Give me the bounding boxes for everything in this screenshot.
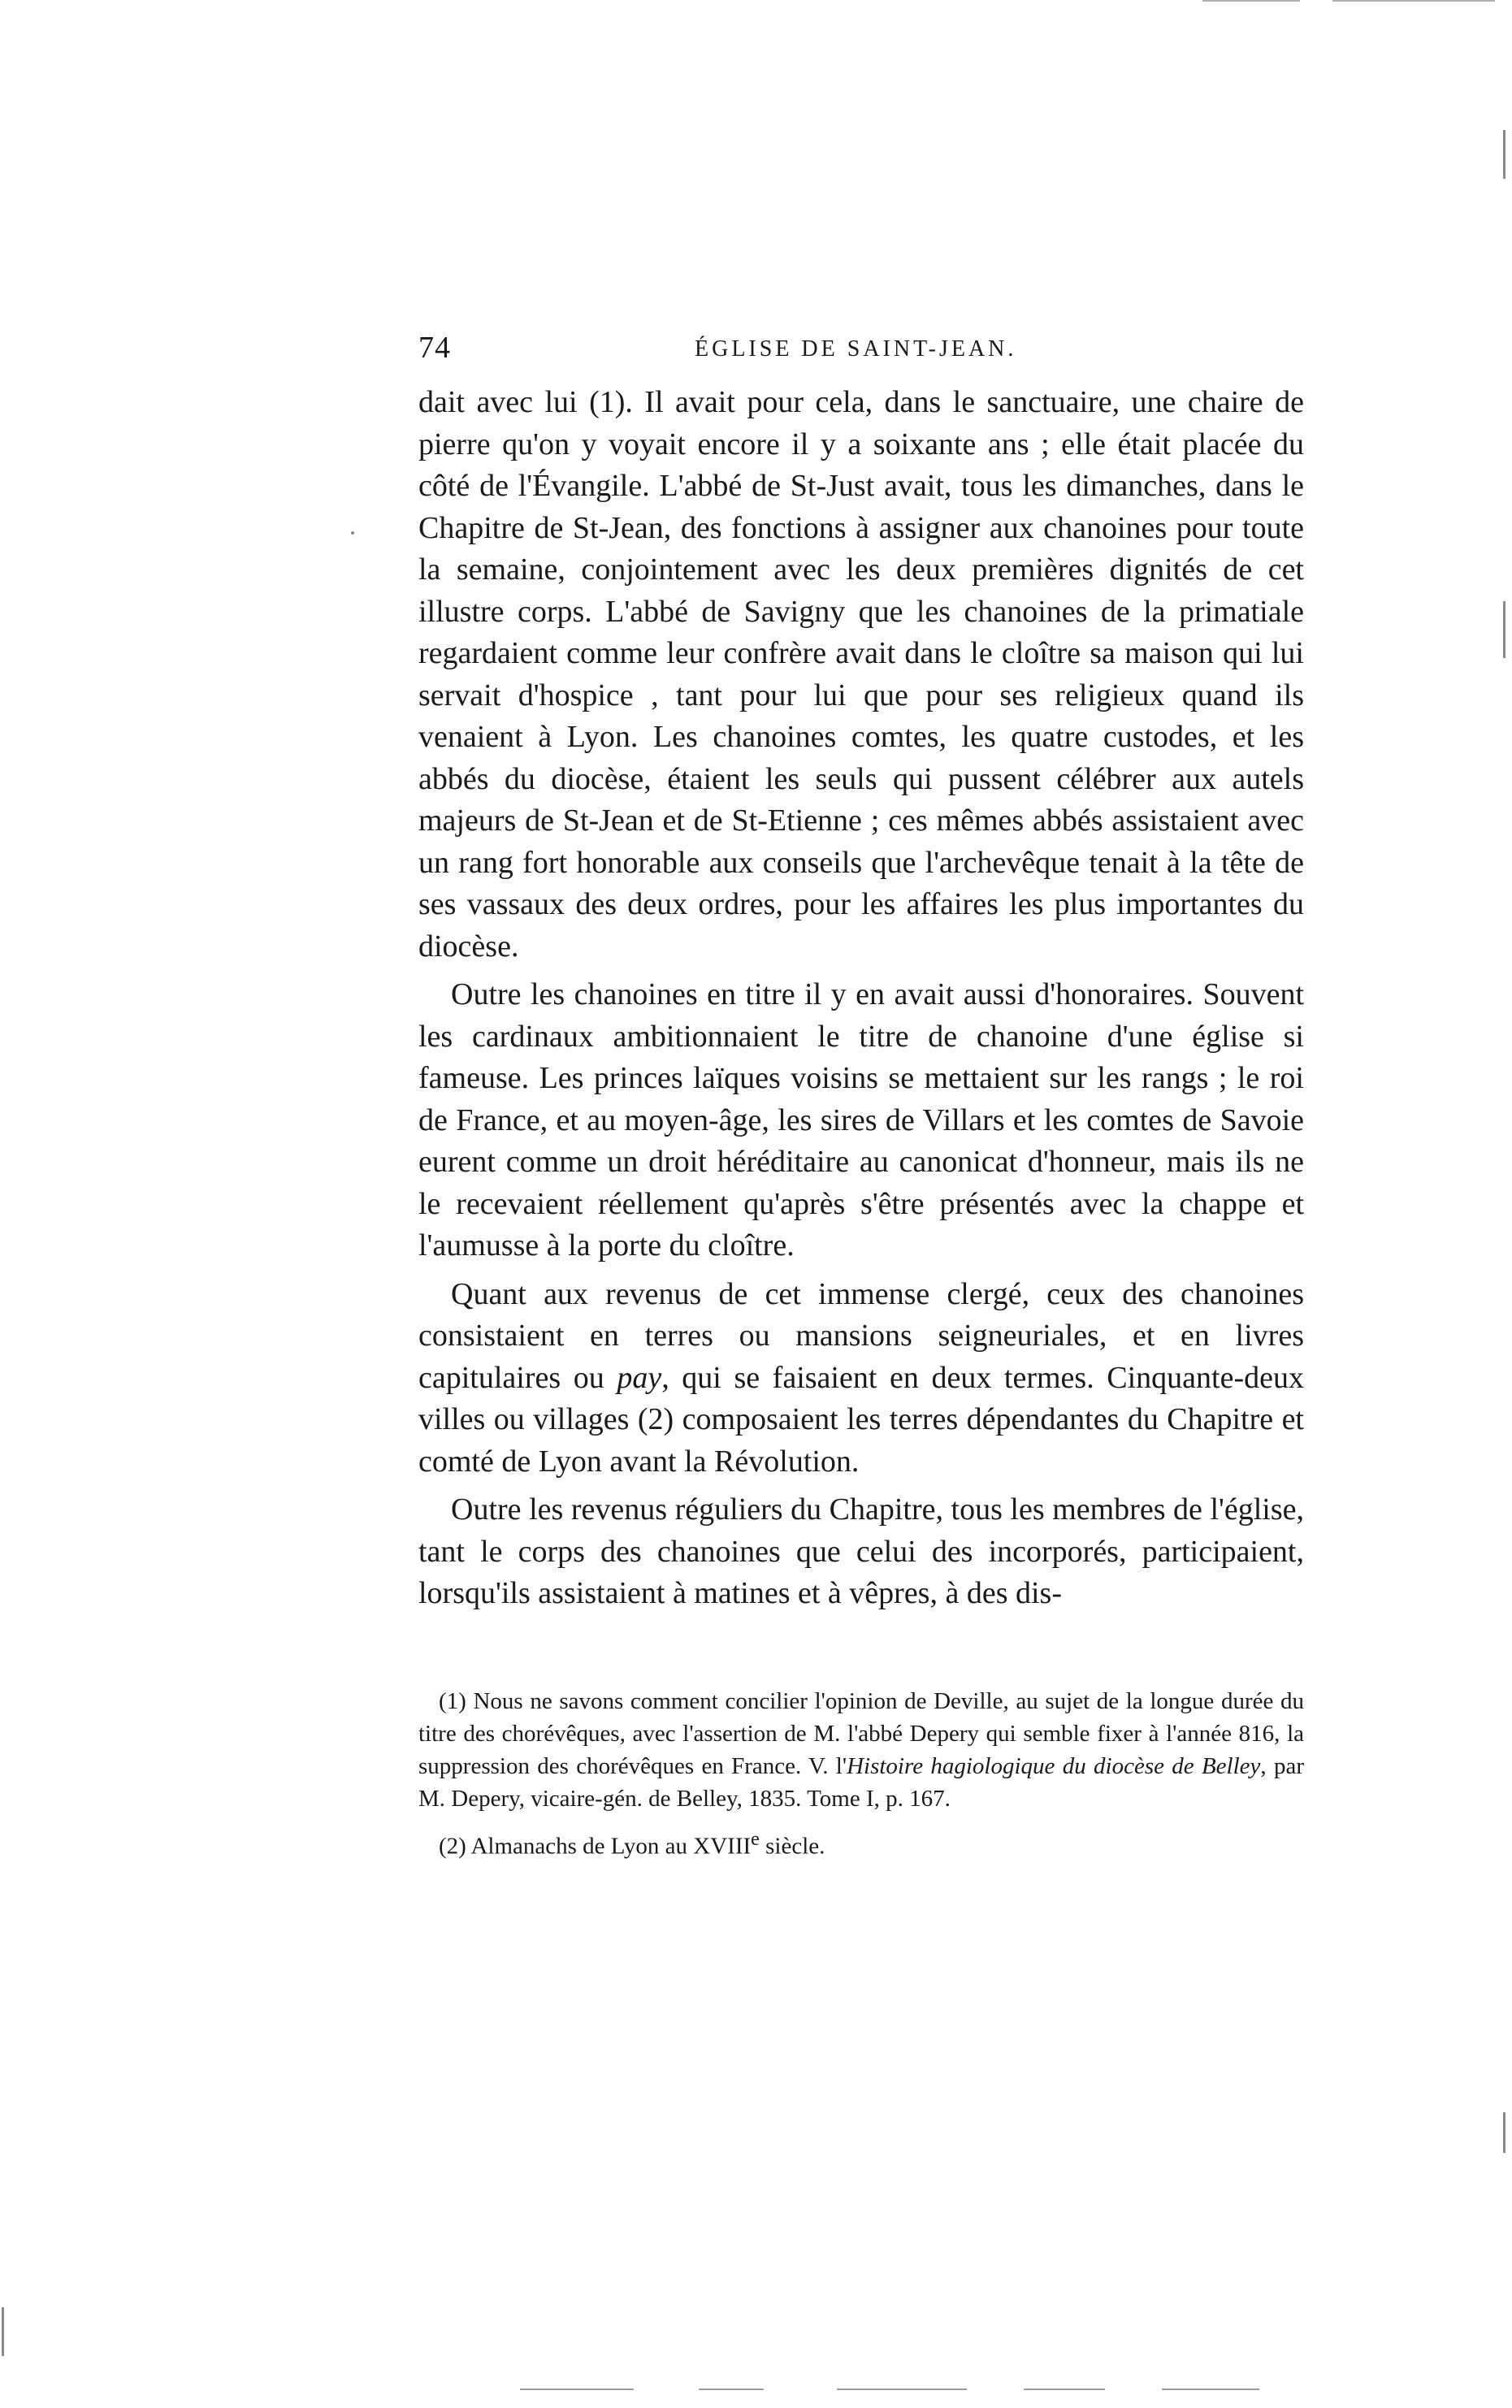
paragraph-text: Quant aux revenus de cet immense clergé, ceux des chanoines consistaient en terres ou mansions seigneuriales, et en livres capitulaires ou xyxy=(418,1276,1304,1395)
left-margin-dot xyxy=(351,531,354,535)
bottom-edge-mark xyxy=(1024,2389,1105,2390)
footnote-1 xyxy=(418,1685,1304,1815)
right-margin-mark xyxy=(1503,2112,1506,2153)
right-margin-mark xyxy=(1503,130,1506,179)
paragraph: Outre les chanoines en titre il y en avait aussi d'honoraires. Souvent les cardinaux ambitionnaient le titre de chanoine d'une église si fameuse. Les princes laïques voisins se mettaient sur les rangs ; le roi de France, et au moyen-âge, les sires de Villars et les comtes de Savoie eurent comme un droit héréditaire au canonicat d'honneur, mais ils ne le recevaient réellement qu'après s'être présentés avec la chappe et l'aumusse à la porte du cloître. xyxy=(418,977,1304,1262)
top-edge-mark xyxy=(1202,0,1300,2)
bottom-edge-mark xyxy=(837,2389,967,2390)
bottom-edge-mark xyxy=(1162,2389,1259,2390)
top-edge-mark xyxy=(1332,0,1495,2)
footnote-text: (2) Almanachs de Lyon au XVIII xyxy=(439,1833,752,1860)
italic-term: pay xyxy=(617,1360,662,1395)
right-margin-mark xyxy=(1503,601,1506,658)
footnote-text: (1) Nous ne savons comment concilier l'opinion de Deville, au sujet de la longue durée du titre des chorévêques, avec l'assertion de M. l'abbé Depery qui semble fixer à l'année 816, la suppression des chorévêques en France. V. l' xyxy=(418,1688,1304,1779)
left-margin-mark xyxy=(2,2307,4,2356)
footnotes xyxy=(418,1685,1304,1863)
page-header xyxy=(418,330,1320,379)
book-title: Histoire hagiologique du diocèse de Belley xyxy=(847,1753,1261,1779)
footnote-2 xyxy=(418,1823,1304,1863)
page-number: 74 xyxy=(418,331,451,365)
footnote-text: siècle. xyxy=(759,1833,825,1860)
running-title: ÉGLISE DE SAINT-JEAN. xyxy=(695,336,1017,362)
paragraph: dait avec lui (1). Il avait pour cela, dans le sanctuaire, une chaire de pierre qu'on y voyait encore il y a soixante ans ; elle était placée du côté de l'Évangile. L'abbé de St-Just avait, tous les dimanches, dans le Chapitre de St-Jean, des fonctions à assigner aux chanoines pour toute la semaine, conjointement avec les deux premières dignités de cet illustre corps. L'abbé de Savigny que les chanoines de la primatiale regardaient comme leur confrère avait dans le cloître sa maison qui lui servait d'hospice , tant pour lui que pour ses religieux quand ils venaient à Lyon. Les chanoines comtes, les quatre custodes, et les abbés du diocèse, étaient les seuls qui pussent célébrer aux autels majeurs de St-Jean et de St-Etienne ; ces mêmes abbés assistaient avec un rang fort honorable aux conseils que l'archevêque tenait à la tête de ses vassaux des deux ordres, pour les affaires les plus importantes du diocèse. xyxy=(418,385,1304,964)
bottom-edge-mark xyxy=(520,2389,634,2390)
superscript: e xyxy=(751,1828,760,1850)
bottom-edge-mark xyxy=(699,2389,764,2390)
paragraph-text: , qui se faisaient en deux termes. Cinquante-deux villes ou villages (2) composaient les terres dépendantes du Chapitre et comté de Lyon avant la Révolution. xyxy=(418,1360,1304,1479)
paragraph: Outre les revenus réguliers du Chapitre, tous les membres de l'église, tant le corps des chanoines que celui des incorporés, participaient, lorsqu'ils assistaient à matines et à vêpres, à des dis- xyxy=(418,1492,1304,1610)
footnote-text: , par M. Depery, vicaire-gén. de Belley, 1835. Tome I, p. 167. xyxy=(418,1753,1305,1812)
paragraph xyxy=(418,1274,1304,1483)
body-text xyxy=(418,382,1304,1615)
